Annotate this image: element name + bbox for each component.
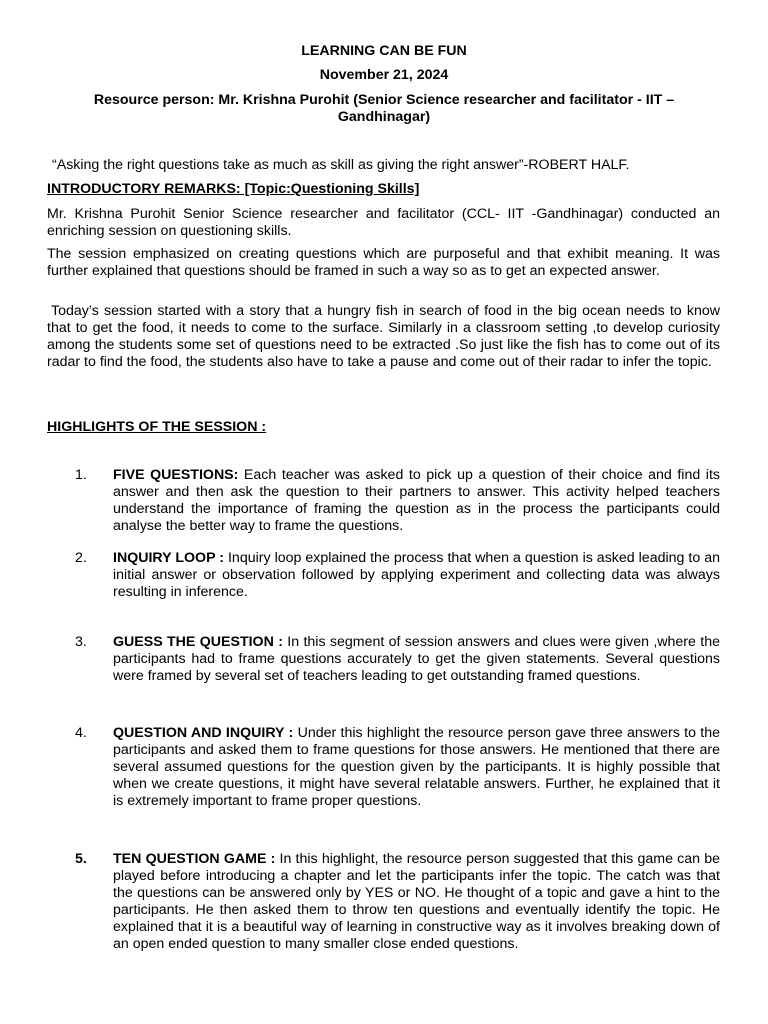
document-title: LEARNING CAN BE FUN bbox=[301, 43, 467, 59]
item-body: Inquiry loop explained the process that when a question is asked leading to an initial answer or observation followed by applying experiment and collecting data was always resulting in inference. bbox=[113, 550, 720, 600]
item-body: Each teacher was asked to pick up a question of their choice and find its answer and then ask the question to their partners to answer. This activity helped teachers understand the importance of framing the question as in the process the participants could analyse the better way to frame the questions. bbox=[113, 467, 720, 534]
item-title: TEN QUESTION GAME : bbox=[113, 851, 276, 867]
opening-quote: “Asking the right questions take as much as skill as giving the right answer”-ROBERT HALF. bbox=[52, 157, 630, 173]
item-text bbox=[113, 634, 720, 685]
item-number: 1. bbox=[75, 467, 87, 483]
item-title: QUESTION AND INQUIRY : bbox=[113, 725, 294, 741]
highlights-heading: HIGHLIGHTS OF THE SESSION : bbox=[47, 419, 267, 435]
item-number: 4. bbox=[75, 725, 87, 741]
intro-paragraph-3: Today’s session started with a story that a hungry fish in search of food in the big ocean needs to know that to get the food, it needs to come to the surface. Similarly in a classroom setting ,to develop curiosity among the students some set of questions need to be extracted .So just like the fish has to come out of its radar to find the food, the students also have to take a pause and come out of their radar to infer the topic. bbox=[47, 303, 720, 370]
document-date: November 21, 2024 bbox=[319, 67, 449, 83]
item-number: 3. bbox=[75, 634, 87, 650]
item-text bbox=[113, 467, 720, 535]
intro-paragraph-1: Mr. Krishna Purohit Senior Science researcher and facilitator (CCL- IIT -Gandhinagar) conducted an enriching session on questioning skills. bbox=[47, 206, 720, 239]
resource-person: Resource person: Mr. Krishna Purohit (Senior Science researcher and facilitator - IIT – Gandhinagar) bbox=[93, 92, 675, 125]
item-number: 2. bbox=[75, 550, 87, 566]
item-text bbox=[113, 550, 720, 601]
item-body: In this segment of session answers and clues were given ,where the participants had to frame questions accurately to get the given statements. Several questions were framed by several set of teachers leading to get outstanding framed questions. bbox=[113, 634, 720, 684]
item-body: In this highlight, the resource person suggested that this game can be played before introducing a chapter and let the participants infer the topic. The catch was that the questions can be answered only by YES or NO. He thought of a topic and gave a hint to the participants. He then asked them to throw ten questions and eventually identify the topic. He explained that it is a beautiful way of learning in constructive way as it involves breaking down of an open ended question to many smaller close ended questions. bbox=[113, 851, 720, 952]
item-title: INQUIRY LOOP : bbox=[113, 550, 224, 566]
intro-heading: INTRODUCTORY REMARKS: [Topic:Questioning Skills] bbox=[47, 181, 420, 197]
item-text bbox=[113, 851, 720, 953]
item-number: 5. bbox=[75, 851, 87, 867]
item-title: GUESS THE QUESTION : bbox=[113, 634, 283, 650]
intro-paragraph-2: The session emphasized on creating questions which are purposeful and that exhibit meaning. It was further explained that questions should be framed in such a way so as to get an expected answer. bbox=[47, 246, 720, 279]
item-title: FIVE QUESTIONS: bbox=[113, 467, 239, 483]
item-body: Under this highlight the resource person gave three answers to the participants and asked them to frame questions for those answers. He mentioned that there are several assumed questions for the question given by the participants. It is highly possible that when we create questions, it might have several relatable answers. Further, he explained that it is extremely important to frame proper questions. bbox=[113, 725, 720, 809]
item-text bbox=[113, 725, 720, 810]
